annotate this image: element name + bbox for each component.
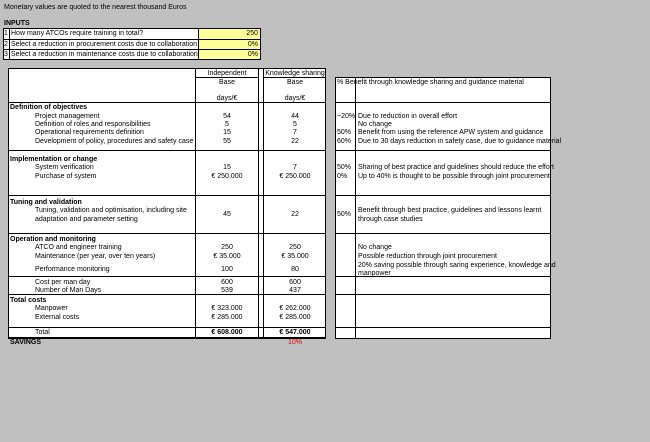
- row-independent: 539: [221, 287, 233, 294]
- currency-note: Monetary values are quoted to the nearest thousand Euros: [4, 4, 187, 11]
- row-knowledge: 44: [291, 113, 299, 120]
- row-knowledge: € 35.000: [281, 253, 309, 260]
- section-operation: Operation and monitoring: [10, 236, 96, 243]
- row-knowledge: 7: [293, 164, 297, 171]
- row-knowledge: € 285.000: [279, 314, 311, 321]
- row-independent: € 250.000: [211, 173, 243, 180]
- row-knowledge: 22: [291, 138, 299, 145]
- row-knowledge: 5: [293, 121, 297, 128]
- row-percent: 50%: [337, 211, 352, 218]
- row-knowledge: 250: [289, 244, 301, 251]
- row-percent: 50%: [337, 129, 352, 136]
- row-note: 20% saving possible through saring experience, knowledge and: [358, 262, 556, 269]
- header-base-independent: Base: [219, 79, 235, 86]
- row-percent: 60%: [337, 138, 352, 145]
- row-percent: 0%: [337, 173, 348, 180]
- row-label: Operational requirements definition: [35, 129, 144, 136]
- row-label: Project management: [35, 113, 100, 120]
- row-independent: 5: [225, 121, 229, 128]
- row-note: No change: [358, 121, 392, 128]
- row-independent: 100: [221, 266, 233, 273]
- savings-value: 10%: [287, 339, 302, 346]
- row-note: Sharing of best practice and guidelines should reduce the effort: [358, 164, 554, 171]
- row-label-cont: adaptation and parameter setting: [35, 216, 138, 223]
- row-knowledge: 600: [289, 279, 301, 286]
- section-total-costs: Total costs: [10, 297, 47, 304]
- savings-label: SAVINGS: [10, 339, 41, 346]
- header-independent: Independent: [207, 70, 247, 77]
- input-row-label: Select a reduction in maintenance costs due to collaboration: [11, 51, 198, 58]
- row-note: Up to 40% is thought to be possible through joint procurement: [358, 173, 550, 180]
- row-independent: 600: [221, 279, 233, 286]
- row-independent: 55: [223, 138, 231, 145]
- procurement-reduction-input[interactable]: 0%: [198, 39, 261, 50]
- inputs-title: INPUTS: [4, 20, 30, 27]
- atco-count-input[interactable]: 250: [198, 28, 261, 40]
- row-independent: € 285.000: [211, 314, 243, 321]
- row-note: Benefit from using the reference APW system and guidance: [358, 129, 544, 136]
- row-label: Purchase of system: [35, 173, 97, 180]
- row-label: Manpower: [35, 305, 68, 312]
- row-knowledge: 7: [293, 129, 297, 136]
- row-label: Number of Man Days: [35, 287, 102, 294]
- total-label: Total: [35, 329, 50, 336]
- input-row-label: Select a reduction in procurement costs due to collaboration: [11, 41, 197, 48]
- row-knowledge: 437: [289, 287, 301, 294]
- row-label: External costs: [35, 314, 79, 321]
- row-label: Development of policy, procedures and safety case: [35, 138, 194, 145]
- row-note-cont: manpower: [358, 270, 391, 277]
- row-label: ATCO and engineer training: [35, 244, 122, 251]
- row-percent: 50%: [337, 164, 352, 171]
- row-label: Cost per man day: [35, 279, 91, 286]
- row-label: Definition of roles and responsibilities: [35, 121, 151, 128]
- total-independent: € 608.000: [211, 329, 243, 336]
- section-implementation: Implementation or change: [10, 156, 98, 163]
- row-independent: € 323.000: [211, 305, 243, 312]
- row-independent: 15: [223, 164, 231, 171]
- input-row-num: 1: [4, 30, 8, 37]
- total-knowledge: € 547.000: [279, 329, 311, 336]
- maintenance-reduction-input[interactable]: 0%: [198, 49, 261, 60]
- header-unit-independent: days/€: [216, 95, 238, 102]
- header-base-knowledge: Base: [287, 79, 303, 86]
- header-benefit: % Benefit through knowledge sharing and guidance material: [337, 79, 524, 86]
- input-row-num: 2: [4, 41, 8, 48]
- row-label: Tuning, validation and optimisation, including site: [35, 207, 187, 214]
- row-note: Possible reduction through joint procurement: [358, 253, 497, 260]
- row-independent: 250: [221, 244, 233, 251]
- header-knowledge-sharing: Knowledge sharing: [265, 70, 325, 77]
- row-knowledge: 80: [291, 266, 299, 273]
- input-row-label: How many ATCOs require training in total?: [11, 30, 144, 37]
- row-note: No change: [358, 244, 392, 251]
- row-label: System verification: [35, 164, 94, 171]
- row-independent: € 35.000: [213, 253, 241, 260]
- header-unit-knowledge: days/€: [284, 95, 306, 102]
- row-independent: 54: [223, 113, 231, 120]
- row-knowledge: 22: [291, 211, 299, 218]
- row-independent: 15: [223, 129, 231, 136]
- row-label: Maintenance (per year, over ten years): [35, 253, 156, 260]
- row-knowledge: € 250.000: [279, 173, 311, 180]
- row-label: Performance monitoring: [35, 266, 110, 273]
- row-independent: 45: [223, 211, 231, 218]
- row-note: Due to 30 days reduction in safety case, due to guidance material: [358, 138, 562, 145]
- row-note: Due to reduction in overall effort: [358, 113, 458, 120]
- row-note-cont: through case studies: [358, 216, 423, 223]
- row-percent: ~20%: [337, 113, 356, 120]
- section-definition: Definition of objectives: [10, 104, 88, 111]
- section-tuning: Tuning and validation: [10, 199, 82, 206]
- row-knowledge: € 262.000: [279, 305, 311, 312]
- row-note: Benefit through best practice, guidelines and lessons learnt: [358, 207, 542, 214]
- input-row-num: 3: [4, 51, 8, 58]
